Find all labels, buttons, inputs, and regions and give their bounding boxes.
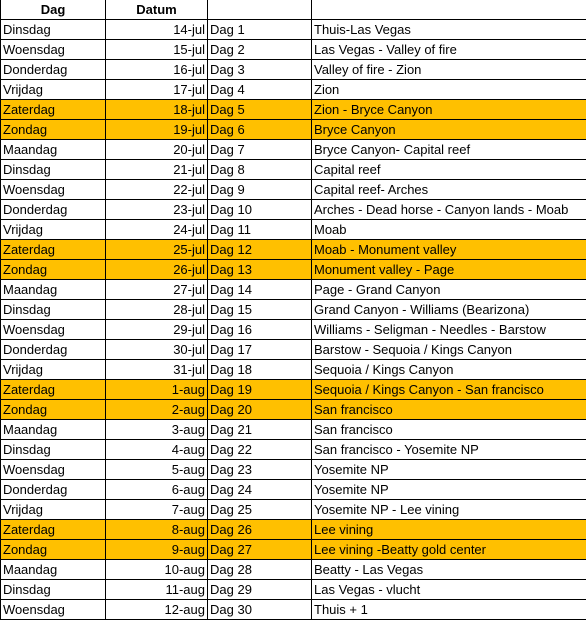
table-row bbox=[1, 40, 586, 60]
cell-datum[interactable]: 19-jul bbox=[106, 120, 208, 140]
cell-dagnr[interactable]: Dag 29 bbox=[208, 580, 312, 600]
cell-route[interactable]: Yosemite NP - Lee vining bbox=[312, 500, 586, 520]
cell-dagnr[interactable]: Dag 1 bbox=[208, 20, 312, 40]
table-row bbox=[1, 140, 586, 160]
cell-route[interactable]: Yosemite NP bbox=[312, 460, 586, 480]
cell-route[interactable]: Monument valley - Page bbox=[312, 260, 586, 280]
cell-dag[interactable]: Zaterdag bbox=[1, 380, 106, 400]
cell-route[interactable]: Bryce Canyon- Capital reef bbox=[312, 140, 586, 160]
cell-dagnr[interactable]: Dag 19 bbox=[208, 380, 312, 400]
cell-dagnr[interactable]: Dag 30 bbox=[208, 600, 312, 620]
cell-datum[interactable]: 17-jul bbox=[106, 80, 208, 100]
cell-dag[interactable]: Maandag bbox=[1, 280, 106, 300]
cell-datum[interactable]: 18-jul bbox=[106, 100, 208, 120]
cell-dag[interactable]: Woensdag bbox=[1, 40, 106, 60]
cell-dagnr[interactable]: Dag 9 bbox=[208, 180, 312, 200]
cell-datum[interactable]: 14-jul bbox=[106, 20, 208, 40]
cell-dagnr[interactable]: Dag 18 bbox=[208, 360, 312, 380]
table-row bbox=[1, 220, 586, 240]
cell-datum[interactable]: 5-aug bbox=[106, 460, 208, 480]
cell-route[interactable]: Las Vegas - Valley of fire bbox=[312, 40, 586, 60]
table-row bbox=[1, 600, 586, 620]
table-row bbox=[1, 500, 586, 520]
cell-route[interactable]: Barstow - Sequoia / Kings Canyon bbox=[312, 340, 586, 360]
table-row bbox=[1, 120, 586, 140]
cell-dag[interactable]: Dinsdag bbox=[1, 300, 106, 320]
cell-route[interactable]: Page - Grand Canyon bbox=[312, 280, 586, 300]
cell-dag[interactable]: Woensdag bbox=[1, 180, 106, 200]
cell-dag[interactable]: Donderdag bbox=[1, 60, 106, 80]
table-row bbox=[1, 320, 586, 340]
cell-route[interactable]: Williams - Seligman - Needles - Barstow bbox=[312, 320, 586, 340]
table-row bbox=[1, 180, 586, 200]
cell-dagnr[interactable]: Dag 14 bbox=[208, 280, 312, 300]
cell-dag[interactable]: Vrijdag bbox=[1, 360, 106, 380]
cell-dag[interactable]: Maandag bbox=[1, 560, 106, 580]
cell-datum[interactable]: 27-jul bbox=[106, 280, 208, 300]
cell-route[interactable]: Grand Canyon - Williams (Bearizona) bbox=[312, 300, 586, 320]
cell-dag[interactable]: Donderdag bbox=[1, 340, 106, 360]
cell-datum[interactable]: 22-jul bbox=[106, 180, 208, 200]
cell-dag[interactable]: Zondag bbox=[1, 540, 106, 560]
cell-dag[interactable]: Dinsdag bbox=[1, 160, 106, 180]
cell-dagnr[interactable]: Dag 10 bbox=[208, 200, 312, 220]
table-row bbox=[1, 460, 586, 480]
table-row bbox=[1, 480, 586, 500]
table-row bbox=[1, 20, 586, 40]
cell-dag[interactable]: Vrijdag bbox=[1, 220, 106, 240]
cell-dag[interactable]: Zondag bbox=[1, 120, 106, 140]
cell-dagnr[interactable]: Dag 13 bbox=[208, 260, 312, 280]
table-row bbox=[1, 240, 586, 260]
cell-dagnr[interactable]: Dag 23 bbox=[208, 460, 312, 480]
cell-dag[interactable]: Zaterdag bbox=[1, 520, 106, 540]
cell-route[interactable]: Arches - Dead horse - Canyon lands - Moab bbox=[312, 200, 586, 220]
table-row bbox=[1, 360, 586, 380]
cell-dagnr[interactable]: Dag 11 bbox=[208, 220, 312, 240]
cell-dagnr[interactable]: Dag 26 bbox=[208, 520, 312, 540]
cell-datum[interactable]: 20-jul bbox=[106, 140, 208, 160]
cell-route[interactable]: Sequoia / Kings Canyon bbox=[312, 360, 586, 380]
cell-datum[interactable]: 6-aug bbox=[106, 480, 208, 500]
cell-dag[interactable]: Donderdag bbox=[1, 200, 106, 220]
cell-route[interactable]: Lee vining -Beatty gold center bbox=[312, 540, 586, 560]
header-dagnr[interactable] bbox=[208, 0, 312, 20]
cell-datum[interactable]: 11-aug bbox=[106, 580, 208, 600]
cell-datum[interactable]: 31-jul bbox=[106, 360, 208, 380]
cell-dagnr[interactable]: Dag 17 bbox=[208, 340, 312, 360]
cell-route[interactable]: San francisco bbox=[312, 400, 586, 420]
cell-datum[interactable]: 25-jul bbox=[106, 240, 208, 260]
cell-datum[interactable]: 16-jul bbox=[106, 60, 208, 80]
cell-dagnr[interactable]: Dag 8 bbox=[208, 160, 312, 180]
cell-dagnr[interactable]: Dag 15 bbox=[208, 300, 312, 320]
table-row bbox=[1, 520, 586, 540]
cell-route[interactable]: Lee vining bbox=[312, 520, 586, 540]
cell-dagnr[interactable]: Dag 7 bbox=[208, 140, 312, 160]
cell-datum[interactable]: 3-aug bbox=[106, 420, 208, 440]
cell-route[interactable]: Moab - Monument valley bbox=[312, 240, 586, 260]
cell-datum[interactable]: 1-aug bbox=[106, 380, 208, 400]
cell-route[interactable]: Bryce Canyon bbox=[312, 120, 586, 140]
cell-dag[interactable]: Zondag bbox=[1, 400, 106, 420]
cell-dag[interactable]: Woensdag bbox=[1, 600, 106, 620]
cell-route[interactable]: Thuis-Las Vegas bbox=[312, 20, 586, 40]
cell-dag[interactable]: Maandag bbox=[1, 420, 106, 440]
cell-dag[interactable]: Zaterdag bbox=[1, 240, 106, 260]
cell-dag[interactable]: Woensdag bbox=[1, 320, 106, 340]
cell-route[interactable]: Las Vegas - vlucht bbox=[312, 580, 586, 600]
table-row bbox=[1, 60, 586, 80]
header-datum[interactable]: Datum bbox=[106, 0, 208, 20]
cell-datum[interactable]: 29-jul bbox=[106, 320, 208, 340]
cell-dagnr[interactable]: Dag 4 bbox=[208, 80, 312, 100]
cell-datum[interactable]: 9-aug bbox=[106, 540, 208, 560]
table-row bbox=[1, 300, 586, 320]
header-row bbox=[1, 0, 586, 20]
cell-dagnr[interactable]: Dag 21 bbox=[208, 420, 312, 440]
cell-dagnr[interactable]: Dag 6 bbox=[208, 120, 312, 140]
table-row bbox=[1, 380, 586, 400]
cell-dagnr[interactable]: Dag 25 bbox=[208, 500, 312, 520]
cell-datum[interactable]: 8-aug bbox=[106, 520, 208, 540]
cell-datum[interactable]: 12-aug bbox=[106, 600, 208, 620]
table-row bbox=[1, 280, 586, 300]
table-row bbox=[1, 560, 586, 580]
cell-datum[interactable]: 21-jul bbox=[106, 160, 208, 180]
cell-route[interactable]: Sequoia / Kings Canyon - San francisco bbox=[312, 380, 586, 400]
cell-route[interactable]: Zion - Bryce Canyon bbox=[312, 100, 586, 120]
cell-route[interactable]: Zion bbox=[312, 80, 586, 100]
cell-datum[interactable]: 26-jul bbox=[106, 260, 208, 280]
cell-dag[interactable]: Dinsdag bbox=[1, 20, 106, 40]
cell-dag[interactable]: Vrijdag bbox=[1, 500, 106, 520]
cell-route[interactable]: Thuis + 1 bbox=[312, 600, 586, 620]
cell-dag[interactable]: Zondag bbox=[1, 260, 106, 280]
cell-datum[interactable]: 7-aug bbox=[106, 500, 208, 520]
table-row bbox=[1, 160, 586, 180]
cell-dag[interactable]: Vrijdag bbox=[1, 80, 106, 100]
table-row bbox=[1, 400, 586, 420]
table-row bbox=[1, 340, 586, 360]
header-dag[interactable]: Dag bbox=[1, 0, 106, 20]
cell-dag[interactable]: Zaterdag bbox=[1, 100, 106, 120]
cell-dagnr[interactable]: Dag 24 bbox=[208, 480, 312, 500]
table-row bbox=[1, 100, 586, 120]
cell-datum[interactable]: 28-jul bbox=[106, 300, 208, 320]
table-row bbox=[1, 580, 586, 600]
cell-dag[interactable]: Woensdag bbox=[1, 460, 106, 480]
cell-route[interactable]: Capital reef- Arches bbox=[312, 180, 586, 200]
cell-route[interactable]: Capital reef bbox=[312, 160, 586, 180]
cell-datum[interactable]: 24-jul bbox=[106, 220, 208, 240]
cell-route[interactable]: Yosemite NP bbox=[312, 480, 586, 500]
cell-dagnr[interactable]: Dag 5 bbox=[208, 100, 312, 120]
table-row bbox=[1, 540, 586, 560]
cell-datum[interactable]: 2-aug bbox=[106, 400, 208, 420]
table-row bbox=[1, 200, 586, 220]
cell-dagnr[interactable]: Dag 3 bbox=[208, 60, 312, 80]
header-route[interactable] bbox=[312, 0, 586, 20]
table-body bbox=[1, 20, 586, 620]
cell-route[interactable]: San francisco - Yosemite NP bbox=[312, 440, 586, 460]
table-row bbox=[1, 260, 586, 280]
cell-datum[interactable]: 10-aug bbox=[106, 560, 208, 580]
cell-dagnr[interactable]: Dag 16 bbox=[208, 320, 312, 340]
cell-datum[interactable]: 30-jul bbox=[106, 340, 208, 360]
cell-dagnr[interactable]: Dag 22 bbox=[208, 440, 312, 460]
cell-route[interactable]: Moab bbox=[312, 220, 586, 240]
cell-datum[interactable]: 4-aug bbox=[106, 440, 208, 460]
table-row bbox=[1, 80, 586, 100]
cell-datum[interactable]: 15-jul bbox=[106, 40, 208, 60]
cell-route[interactable]: Valley of fire - Zion bbox=[312, 60, 586, 80]
cell-route[interactable]: Beatty - Las Vegas bbox=[312, 560, 586, 580]
table-row bbox=[1, 420, 586, 440]
cell-route[interactable]: San francisco bbox=[312, 420, 586, 440]
cell-dag[interactable]: Donderdag bbox=[1, 480, 106, 500]
cell-dag[interactable]: Dinsdag bbox=[1, 580, 106, 600]
cell-dag[interactable]: Dinsdag bbox=[1, 440, 106, 460]
cell-dagnr[interactable]: Dag 28 bbox=[208, 560, 312, 580]
table-row bbox=[1, 440, 586, 460]
cell-dagnr[interactable]: Dag 20 bbox=[208, 400, 312, 420]
cell-dagnr[interactable]: Dag 12 bbox=[208, 240, 312, 260]
cell-dagnr[interactable]: Dag 27 bbox=[208, 540, 312, 560]
cell-datum[interactable]: 23-jul bbox=[106, 200, 208, 220]
cell-dagnr[interactable]: Dag 2 bbox=[208, 40, 312, 60]
cell-dag[interactable]: Maandag bbox=[1, 140, 106, 160]
